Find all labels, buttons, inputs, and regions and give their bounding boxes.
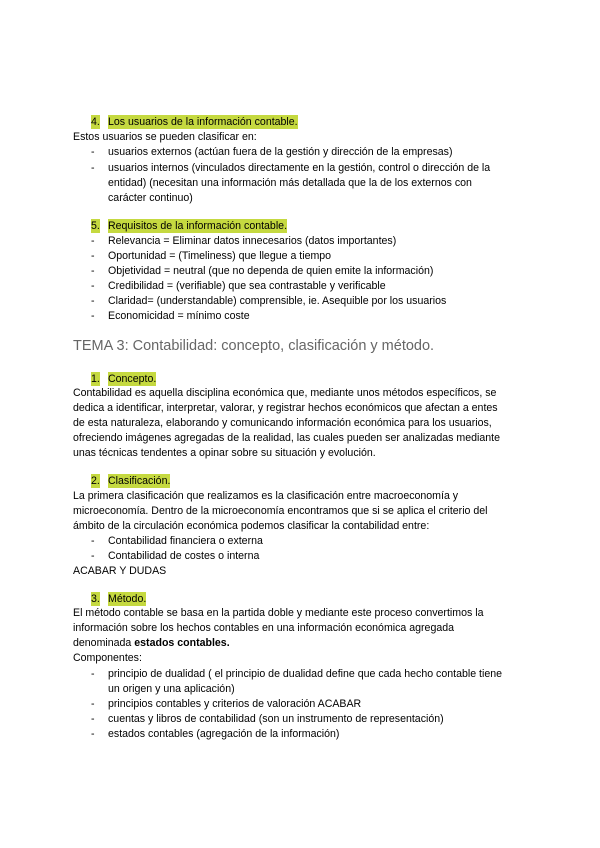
paragraph-text: denominada: [73, 637, 135, 649]
paragraph-line: El método contable se basa en la partida doble y mediante este proceso convertimos la: [73, 607, 484, 619]
bold-term: estados contables.: [134, 637, 230, 649]
section-heading: Concepto.: [108, 373, 157, 385]
list-item: Economicidad = mínimo coste: [108, 310, 250, 322]
paragraph-line: [73, 636, 230, 651]
section-heading: Requisitos de la información contable.: [108, 220, 288, 232]
paragraph-line: La primera clasificación que realizamos es la clasificación entre macroeconomía y: [73, 490, 459, 502]
list-item: Relevancia = Eliminar datos innecesarios (datos importantes): [108, 235, 397, 247]
list-item-continued: un origen y una aplicación): [108, 683, 235, 695]
bullet-dash: -: [91, 728, 95, 740]
list-item: usuarios externos (actúan fuera de la gestión y dirección de la empresas): [108, 146, 453, 158]
list-item-continued: carácter continuo): [108, 192, 193, 204]
bullet-dash: -: [91, 550, 95, 562]
list-item: cuentas y libros de contabilidad (son un instrumento de representación): [108, 713, 444, 725]
chapter-title: TEMA 3: Contabilidad: concepto, clasificación y método.: [73, 338, 435, 354]
bullet-dash: -: [91, 668, 95, 680]
bullet-dash: -: [91, 162, 95, 174]
list-item: Oportunidad = (Timeliness) que llegue a tiempo: [108, 250, 332, 262]
section-number: 4.: [91, 116, 100, 128]
list-item: Credibilidad = (verifiable) que sea contrastable y verificable: [108, 280, 386, 292]
components-label: Componentes:: [73, 652, 142, 664]
bullet-dash: -: [91, 265, 95, 277]
bullet-dash: -: [91, 295, 95, 307]
section-number: 3.: [91, 593, 100, 605]
section-number: 2.: [91, 475, 100, 487]
list-item: Contabilidad financiera o externa: [108, 535, 263, 547]
bullet-dash: -: [91, 250, 95, 262]
paragraph-line: Contabilidad es aquella disciplina económica que, mediante unos métodos específicos, se: [73, 387, 497, 399]
list-item-continued: entidad) (necesitan una información más detallada que la de los externos con: [108, 177, 472, 189]
bullet-dash: -: [91, 235, 95, 247]
list-item: usuarios internos (vinculados directamente en la gestión, control o dirección de la: [108, 162, 491, 174]
bullet-dash: -: [91, 698, 95, 710]
bullet-dash: -: [91, 713, 95, 725]
paragraph-line: microeconomía. Dentro de la microeconomía encontramos que si se aplica el criterio del: [73, 505, 488, 517]
bullet-dash: -: [91, 146, 95, 158]
bullet-dash: -: [91, 280, 95, 292]
paragraph-line: dedica a identificar, interpretar, valorar, y registrar hechos económicos que afectan a entes: [73, 402, 498, 414]
list-item: principios contables y criterios de valoración ACABAR: [108, 698, 362, 710]
intro-text: Estos usuarios se pueden clasificar en:: [73, 131, 257, 143]
list-item: Claridad= (understandable) comprensible, ie. Asequible por los usuarios: [108, 295, 447, 307]
list-item: estados contables (agregación de la información): [108, 728, 340, 740]
paragraph-line: ámbito de la circulación económica podemos clasificar la contabilidad entre:: [73, 520, 430, 532]
note-text: ACABAR Y DUDAS: [73, 565, 167, 577]
bullet-dash: -: [91, 535, 95, 547]
list-item: principio de dualidad ( el principio de dualidad define que cada hecho contable tiene: [108, 668, 503, 680]
list-item: Contabilidad de costes o interna: [108, 550, 260, 562]
bullet-dash: -: [91, 310, 95, 322]
section-heading: Método.: [108, 593, 147, 605]
paragraph-line: ofreciendo imágenes agregadas de la realidad, las cuales pueden ser analizadas mediante: [73, 432, 500, 444]
paragraph-line: de esta naturaleza, elaborando y comunicando información económica para los usuarios,: [73, 417, 492, 429]
paragraph-line: información sobre los hechos contables en una información económica agregada: [73, 622, 455, 634]
section-number: 5.: [91, 220, 100, 232]
section-heading: Clasificación.: [108, 475, 171, 487]
section-number: 1.: [91, 373, 100, 385]
paragraph-line: unas técnicas tendentes a opinar sobre su situación y evolución.: [73, 447, 376, 459]
list-item: Objetividad = neutral (que no dependa de quien emite la información): [108, 265, 434, 277]
section-heading: Los usuarios de la información contable.: [108, 116, 298, 128]
